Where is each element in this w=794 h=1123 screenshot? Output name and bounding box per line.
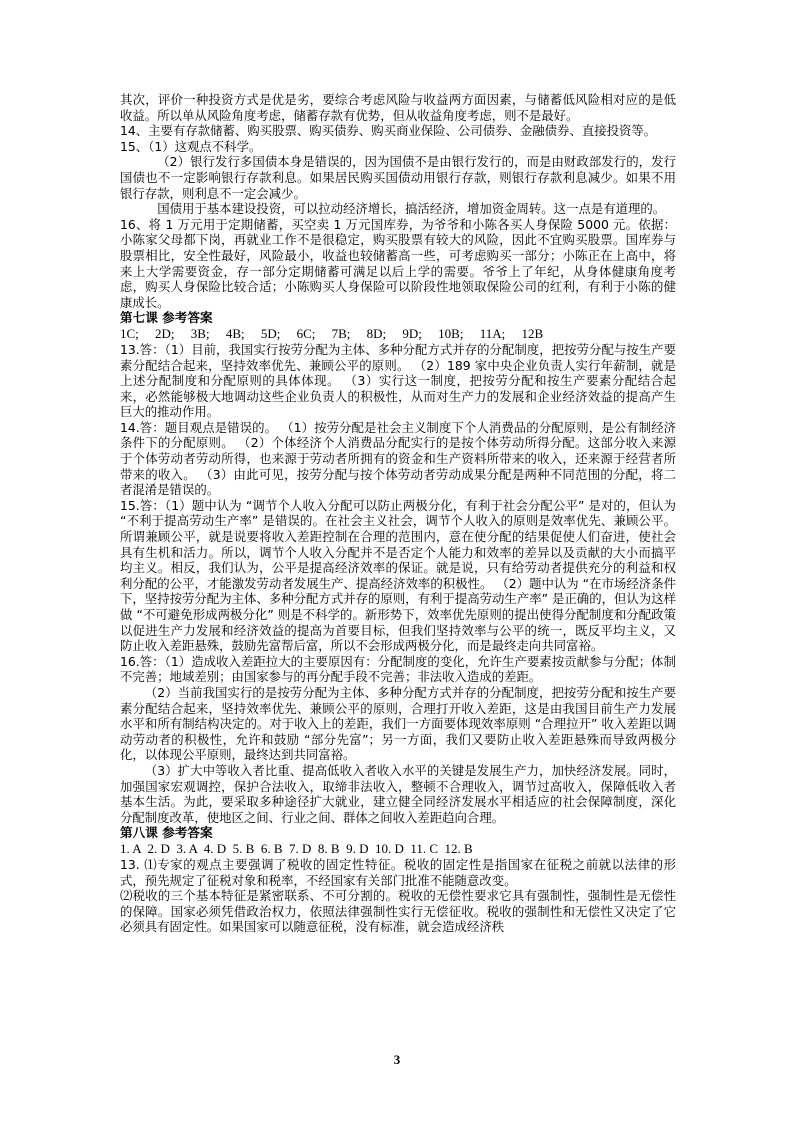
page-number: 3 xyxy=(393,1052,401,1067)
lesson-7-answer-15: 15.答：（1）题中认为 “调节个人收入分配可以防止两极分化，有利于社会分配公平” 是对的，但认为 “不利于提高劳动生产率” 是错误的。在社会主义社会，调节个人收入的原则是效率优先、兼顾公平。所谓兼顾公平，就是说要将收入差距控制在合理的范围内，意在使分配的结果促使人们奋进，使社会具有生机和活力。所以，调节个人收入分配并不是否定个人能力和效率的差异以及贡献的大小而搞平均主义。相反，我们认为，公平是提高经济效率的保证。就是说，只有给劳动者提供充分的利益和权利分配的公平，才能激发劳动者发展生产、提高经济效率的积极性。 （2）题中认为 “在市场经济条件下，坚持按劳分配为主体、多种分配方式并存的原则，有利于提高劳动生产率” 是正确的，但认为这样做 “不可避免形成两极分化” 则是不科学的。新形势下，效率优先原则的提出使得分配制度和分配政策以促进生产力发展和经济效益的提高为首要目标，但我们坚持效率与公平的统一，既反平均主义，又防止收入差距悬殊，鼓励先富帮后富，所以不会形成两极分化，而是最终走向共同富裕。 xyxy=(120,497,676,654)
lesson-7-answer-14: 14.答：题目观点是错误的。 （1）按劳分配是社会主义制度下个人消费品的分配原则，是公有制经济条件下的分配原则。 （2）个体经济个人消费品分配实行的是按个体劳动所得分配。这部分收入来源于个体劳动者劳动所得，也来源于劳动者所拥有的资金和生产资料所带来的收入，还来源于经营者所带来的收入。 （3）由此可见，按劳分配与按个体劳动者劳动成果分配是两种不同范围的分配，将二者混淆是错误的。 xyxy=(120,419,676,498)
answer-14-savings-types: 14、主要有存款储蓄、购买股票、购买债券、购买商业保险、公司债券、金融债券、直接投资等。 xyxy=(120,123,657,139)
answer-15-part1: 15、（1）这观点不科学。 xyxy=(120,138,262,154)
answer-15-part3: 国债用于基本建设投资，可以拉动经济增长，搞活经济，增加资金周转。这一点是有道理的。 xyxy=(157,201,666,217)
lesson-7-answer-13: 13.答：（1）目前，我国实行按劳分配为主体、多种分配方式并存的分配制度，把按劳分配与按生产要素分配结合起来，坚持效率优先、兼顾公平的原则。 （2）189 家中央企业负责人实行年薪制，就是上述分配制度和分配原则的具体体现。 （3）实行这一制度，把按劳分配和按生产要素分配结合起来，必然能够极大地调动这些企业负责人的积极性，从而对生产力的发展和企业经济效益的提高产生巨大的推动作用。 xyxy=(120,341,676,420)
lesson-7-answer-16-part2: （2）当前我国实行的是按劳分配为主体、多种分配方式并存的分配制度，把按劳分配和按生产要素分配结合起来，坚持效率优先、兼顾公平的原则，合理打开收入差距，这是由我国目前生产力发展水平和所有制结构决定的。对于收入上的差距，我们一方面要体现效率原则 “合理拉开” 收入差距以调动劳动者的积极性，允许和鼓励 “部分先富”；另一方面，我们又要防止收入差距悬殊而导致两极分化，以体现公平原则，最终达到共同富裕。 xyxy=(120,684,676,763)
answer-16-plan: 16、将 1 万元用于定期储蓄，买空卖 1 万元国库券，为爷爷和小陈各买人身保险 5000 元。依据：小陈家父母都下岗，再就业工作不是很稳定，购买股票有较大的风险，因此不宜购买股票。国库券与股票相比，安全性最好，风险最小，收益也较储蓄高一些，可考虑购买一部分；小陈正在上高中，将来上大学需要资金，存一部分定期储蓄可满足以后上学的需要。爷爷上了年纪，从身体健康角度考虑，购买人身保险比较合适；小陈购买人身保险可以阶段性地领取保险公司的红利，有利于小陈的健康成长。 xyxy=(120,216,676,310)
lesson-8-answer-13-part1: 13. ⑴专家的观点主要强调了税收的固定性特征。税收的固定性是指国家在征税之前就以法律的形式，预先规定了征税对象和税率，不经国家有关部门批准不能随意改变。 xyxy=(120,856,676,888)
lesson-8-heading: 第八课 参考答案 xyxy=(120,825,213,841)
lesson-8-choice-answers: 1. A 2. D 3. A 4. D 5. B 6. B 7. D 8. B 9. D 10. D 11. C 12. B xyxy=(120,841,473,857)
lesson-7-answer-16-part1: 16.答：（1）造成收入差距拉大的主要原因有：分配制度的变化，允许生产要素按贡献参与分配；体制不完善；地域差别；由国家参与的再分配手段不完善；非法收入造成的差距。 xyxy=(120,653,676,685)
lesson-7-heading: 第七课 参考答案 xyxy=(120,310,213,326)
lesson-8-answer-13-part2: ⑵税收的三个基本特征是紧密联系、不可分割的。税收的无偿性要求它具有强制性，强制性是无偿性的保障。国家必须凭借政治权力，依照法律强制性实行无偿征收。税收的强制性和无偿性又决定了它必须具有固定性。如果国家可以随意征税，没有标准，就会造成经济秩 xyxy=(120,888,676,935)
answer-15-part2: （2）银行发行多国债本身是错误的，因为国债不是由银行发行的，而是由财政部发行的，发行国债也不一定影响银行存款利息。如果居民购买国债动用银行存款，则银行存款利息减少。如果不用银行存款，则利息不一定会减少。 xyxy=(120,154,676,201)
paragraph-investment-evaluation: 其次，评价一种投资方式是优是劣，要综合考虑风险与收益两方面因素，与储蓄低风险相对应的是低收益。所以单从风险角度考虑，储蓄存款有优势，但从收益角度考虑，则不是最好。 xyxy=(120,92,676,123)
lesson-7-choice-answers: 1C; 2D; 3B; 4B; 5D; 6C; 7B; 8D; 9D; 10B; 11A; 12B xyxy=(120,326,544,342)
lesson-7-answer-16-part3: （3）扩大中等收入者比重、提高低收入者收入水平的关键是发展生产力，加快经济发展。同时，加强国家宏观调控，保护合法收入，取缔非法收入，整顿不合理收入，调节过高收入，保障低收入者基本生活。为此，要采取多种途径扩大就业，建立健全同经济发展水平相适应的社会保障制度，深化分配制度改革，使地区之间、行业之间、群体之间收入差距趋向合理。 xyxy=(120,762,676,825)
document-page xyxy=(120,92,676,935)
